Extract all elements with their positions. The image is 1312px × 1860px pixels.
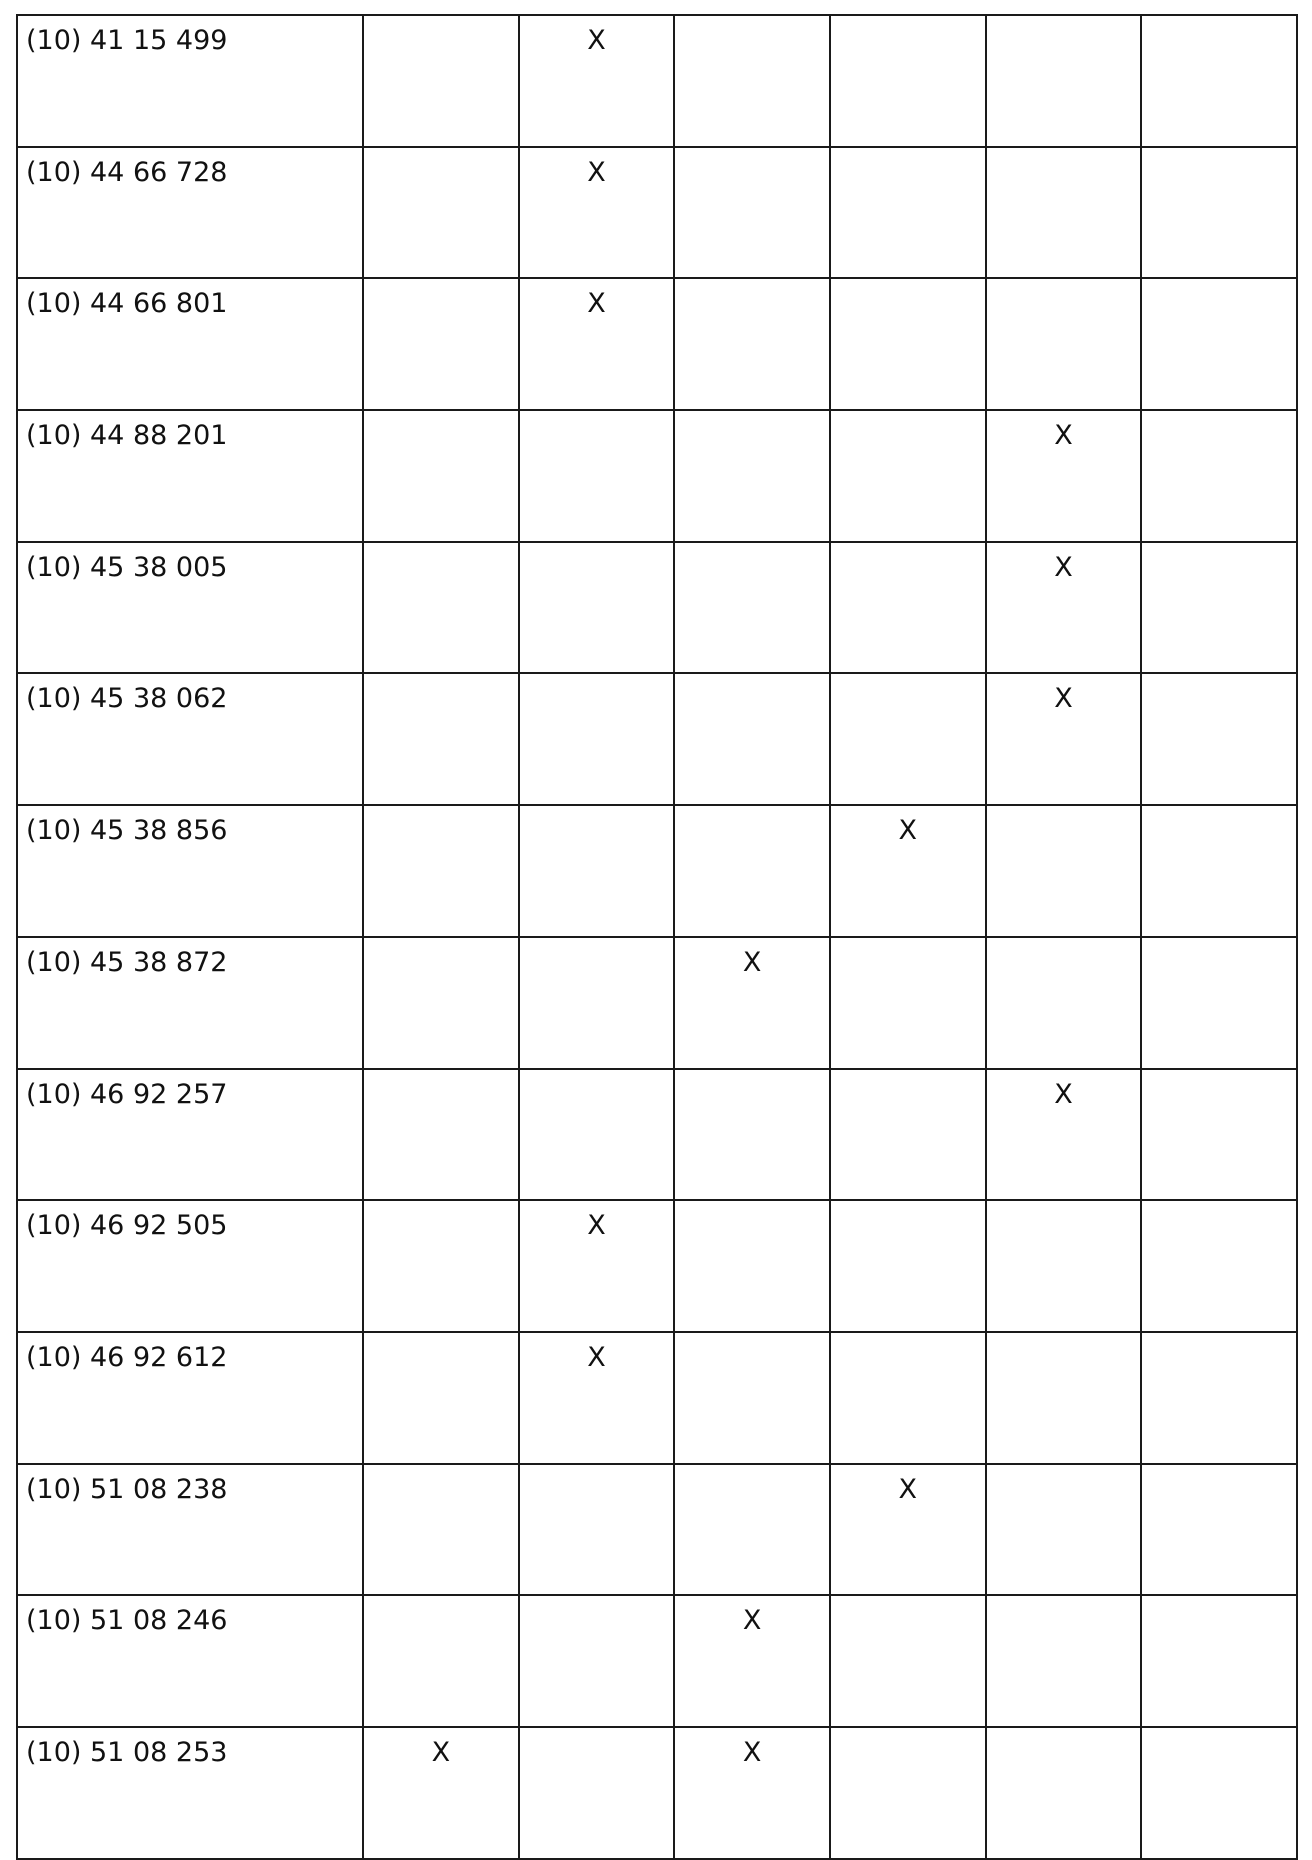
table-row bbox=[17, 1332, 1297, 1464]
mark-cell-col-4 bbox=[830, 1069, 986, 1201]
mark-cell-col-5: X bbox=[986, 410, 1142, 542]
mark-cell-col-5 bbox=[986, 1595, 1142, 1727]
document-number-cell: (10) 45 38 872 bbox=[17, 937, 363, 1069]
classification-table bbox=[16, 14, 1298, 1860]
mark-cell-col-5: X bbox=[986, 542, 1142, 674]
table-row bbox=[17, 410, 1297, 542]
mark-cell-col-5 bbox=[986, 15, 1142, 147]
mark-cell-col-1 bbox=[363, 1332, 519, 1464]
mark-cell-col-6 bbox=[1141, 15, 1297, 147]
mark-cell-col-4 bbox=[830, 937, 986, 1069]
table-body bbox=[17, 15, 1297, 1859]
mark-cell-col-6 bbox=[1141, 673, 1297, 805]
mark-cell-col-4 bbox=[830, 15, 986, 147]
mark-cell-col-1 bbox=[363, 15, 519, 147]
mark-cell-col-4: X bbox=[830, 1464, 986, 1596]
mark-cell-col-2 bbox=[519, 1464, 675, 1596]
mark-cell-col-2: X bbox=[519, 147, 675, 279]
mark-cell-col-2 bbox=[519, 1727, 675, 1859]
mark-cell-col-1: X bbox=[363, 1727, 519, 1859]
table-row bbox=[17, 1200, 1297, 1332]
mark-cell-col-2 bbox=[519, 805, 675, 937]
document-number-cell: (10) 45 38 005 bbox=[17, 542, 363, 674]
mark-cell-col-5 bbox=[986, 937, 1142, 1069]
mark-cell-col-2: X bbox=[519, 278, 675, 410]
mark-cell-col-2 bbox=[519, 937, 675, 1069]
mark-cell-col-4 bbox=[830, 147, 986, 279]
mark-cell-col-4 bbox=[830, 1595, 986, 1727]
mark-cell-col-3 bbox=[674, 15, 830, 147]
mark-cell-col-3 bbox=[674, 805, 830, 937]
mark-cell-col-6 bbox=[1141, 1200, 1297, 1332]
mark-cell-col-6 bbox=[1141, 410, 1297, 542]
document-number-cell: (10) 45 38 062 bbox=[17, 673, 363, 805]
mark-cell-col-3 bbox=[674, 410, 830, 542]
mark-cell-col-3: X bbox=[674, 937, 830, 1069]
mark-cell-col-1 bbox=[363, 1200, 519, 1332]
mark-cell-col-2: X bbox=[519, 1200, 675, 1332]
mark-cell-col-5 bbox=[986, 1464, 1142, 1596]
mark-cell-col-5 bbox=[986, 805, 1142, 937]
mark-cell-col-2 bbox=[519, 673, 675, 805]
mark-cell-col-3 bbox=[674, 1069, 830, 1201]
table-row bbox=[17, 278, 1297, 410]
mark-cell-col-4 bbox=[830, 410, 986, 542]
document-number-cell: (10) 44 66 801 bbox=[17, 278, 363, 410]
table-row bbox=[17, 1464, 1297, 1596]
table-row bbox=[17, 673, 1297, 805]
mark-cell-col-2 bbox=[519, 1595, 675, 1727]
mark-cell-col-1 bbox=[363, 1595, 519, 1727]
mark-cell-col-3 bbox=[674, 1200, 830, 1332]
mark-cell-col-4 bbox=[830, 1332, 986, 1464]
table-row bbox=[17, 937, 1297, 1069]
mark-cell-col-1 bbox=[363, 542, 519, 674]
mark-cell-col-3 bbox=[674, 147, 830, 279]
mark-cell-col-6 bbox=[1141, 278, 1297, 410]
mark-cell-col-6 bbox=[1141, 1069, 1297, 1201]
mark-cell-col-3 bbox=[674, 673, 830, 805]
mark-cell-col-2: X bbox=[519, 1332, 675, 1464]
mark-cell-col-6 bbox=[1141, 1332, 1297, 1464]
mark-cell-col-6 bbox=[1141, 1727, 1297, 1859]
mark-cell-col-6 bbox=[1141, 1595, 1297, 1727]
mark-cell-col-5: X bbox=[986, 673, 1142, 805]
document-number-cell: (10) 45 38 856 bbox=[17, 805, 363, 937]
mark-cell-col-5 bbox=[986, 1200, 1142, 1332]
mark-cell-col-3 bbox=[674, 1332, 830, 1464]
mark-cell-col-5 bbox=[986, 1332, 1142, 1464]
mark-cell-col-3: X bbox=[674, 1595, 830, 1727]
mark-cell-col-3 bbox=[674, 1464, 830, 1596]
mark-cell-col-1 bbox=[363, 937, 519, 1069]
table-row bbox=[17, 147, 1297, 279]
mark-cell-col-3 bbox=[674, 278, 830, 410]
mark-cell-col-1 bbox=[363, 673, 519, 805]
document-number-cell: (10) 46 92 505 bbox=[17, 1200, 363, 1332]
mark-cell-col-3 bbox=[674, 542, 830, 674]
table-row bbox=[17, 15, 1297, 147]
mark-cell-col-3: X bbox=[674, 1727, 830, 1859]
mark-cell-col-4 bbox=[830, 1200, 986, 1332]
mark-cell-col-5 bbox=[986, 1727, 1142, 1859]
document-number-cell: (10) 44 66 728 bbox=[17, 147, 363, 279]
mark-cell-col-5 bbox=[986, 278, 1142, 410]
document-number-cell: (10) 41 15 499 bbox=[17, 15, 363, 147]
mark-cell-col-1 bbox=[363, 147, 519, 279]
mark-cell-col-6 bbox=[1141, 805, 1297, 937]
table-row bbox=[17, 542, 1297, 674]
table-row bbox=[17, 805, 1297, 937]
mark-cell-col-2: X bbox=[519, 15, 675, 147]
mark-cell-col-5: X bbox=[986, 1069, 1142, 1201]
mark-cell-col-2 bbox=[519, 410, 675, 542]
mark-cell-col-1 bbox=[363, 805, 519, 937]
mark-cell-col-2 bbox=[519, 1069, 675, 1201]
document-number-cell: (10) 51 08 246 bbox=[17, 1595, 363, 1727]
mark-cell-col-5 bbox=[986, 147, 1142, 279]
table-row bbox=[17, 1595, 1297, 1727]
mark-cell-col-1 bbox=[363, 1464, 519, 1596]
mark-cell-col-6 bbox=[1141, 542, 1297, 674]
mark-cell-col-4 bbox=[830, 1727, 986, 1859]
mark-cell-col-6 bbox=[1141, 147, 1297, 279]
document-number-cell: (10) 51 08 238 bbox=[17, 1464, 363, 1596]
mark-cell-col-4 bbox=[830, 542, 986, 674]
table-row bbox=[17, 1727, 1297, 1859]
mark-cell-col-1 bbox=[363, 410, 519, 542]
document-number-cell: (10) 46 92 257 bbox=[17, 1069, 363, 1201]
mark-cell-col-4: X bbox=[830, 805, 986, 937]
mark-cell-col-4 bbox=[830, 673, 986, 805]
mark-cell-col-6 bbox=[1141, 937, 1297, 1069]
mark-cell-col-6 bbox=[1141, 1464, 1297, 1596]
document-number-cell: (10) 46 92 612 bbox=[17, 1332, 363, 1464]
mark-cell-col-2 bbox=[519, 542, 675, 674]
document-number-cell: (10) 44 88 201 bbox=[17, 410, 363, 542]
table-row bbox=[17, 1069, 1297, 1201]
document-number-cell: (10) 51 08 253 bbox=[17, 1727, 363, 1859]
mark-cell-col-1 bbox=[363, 278, 519, 410]
mark-cell-col-4 bbox=[830, 278, 986, 410]
mark-cell-col-1 bbox=[363, 1069, 519, 1201]
